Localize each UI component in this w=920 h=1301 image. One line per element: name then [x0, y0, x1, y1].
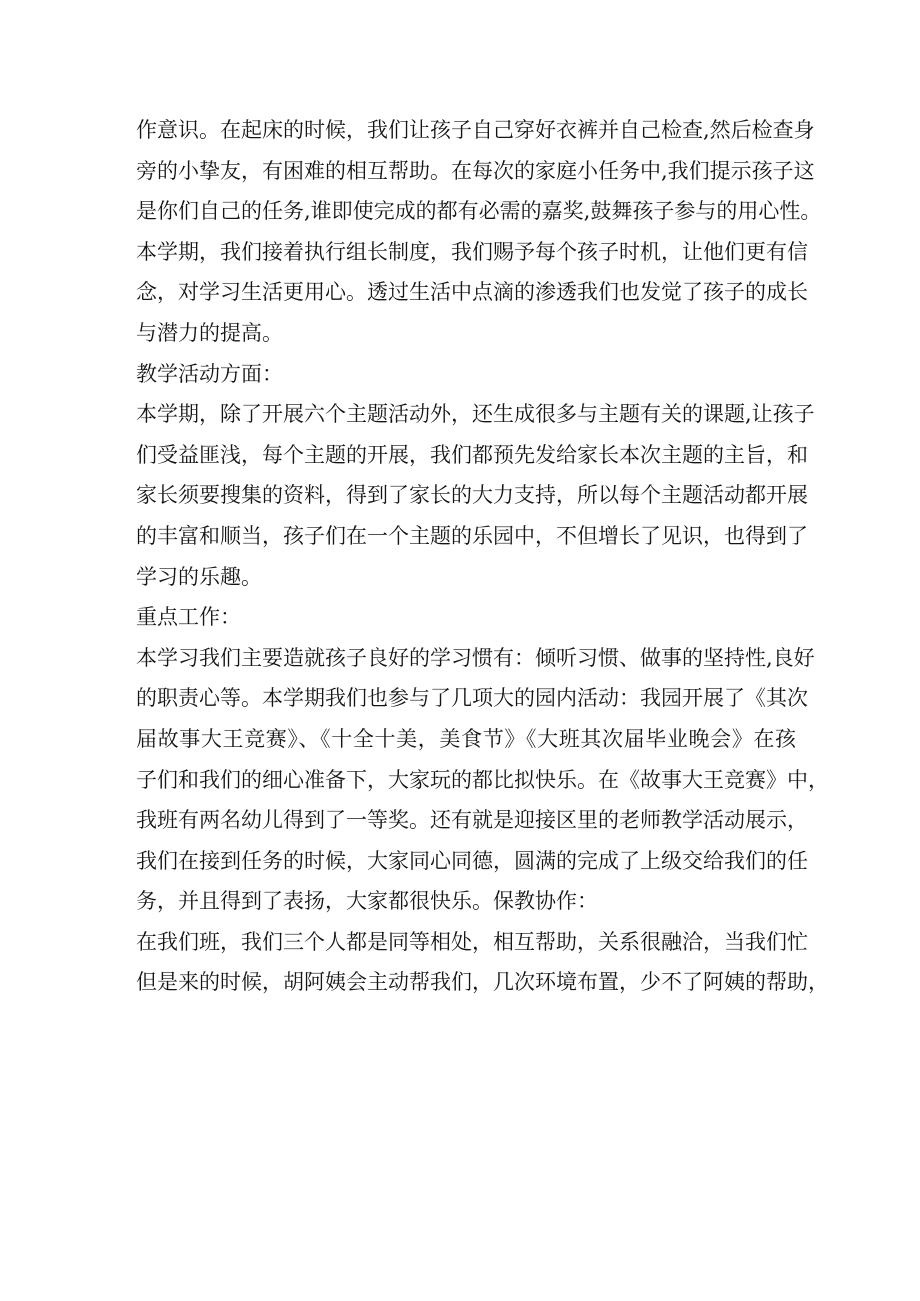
- text-line: 本学习我们主要造就孩子良好的学习惯有：倾听习惯、做事的坚持性,良好: [136, 645, 815, 670]
- text-line: 我们在接到任务的时候，大家同心同德，圆满的完成了上级交给我们的任: [136, 848, 808, 873]
- text-line: 与潜力的提高。: [136, 320, 283, 345]
- document-body: [136, 110, 829, 1003]
- paragraph-key-work-body: [136, 638, 829, 922]
- text-line: 届故事大王竞赛》、《十全十美，美食节》《大班其次届毕业晚会》在孩: [136, 726, 796, 751]
- text-line: 本学期，除了开展六个主题活动外，还生成很多与主题有关的课题,让孩子: [136, 402, 815, 427]
- text-line: 我班有两名幼儿得到了一等奖。还有就是迎接区里的老师教学活动展示，: [136, 808, 808, 833]
- text-line: 的职责心等。本学期我们也参与了几项大的园内活动：我园开展了《其次: [136, 686, 808, 711]
- text-line: 教学活动方面：: [136, 361, 283, 386]
- text-line: 子们和我们的细心准备下，大家玩的都比拟快乐。在《故事大王竞赛》中，: [136, 767, 829, 792]
- text-line: 务，并且得到了表扬，大家都很快乐。保教协作：: [136, 889, 598, 914]
- text-line: 的丰富和顺当，孩子们在一个主题的乐园中，不但增长了见识，也得到了: [136, 523, 808, 548]
- text-line: 重点工作：: [136, 605, 241, 630]
- text-line: 们受益匪浅，每个主题的开展，我们都预先发给家长本次主题的主旨，和: [136, 442, 808, 467]
- paragraph-teaching-body: [136, 394, 815, 597]
- text-line: 学习的乐趣。: [136, 564, 262, 589]
- text-line: 在我们班，我们三个人都是同等相处，相互帮助，关系很融洽，当我们忙: [136, 929, 808, 954]
- text-line: 但是来的时候，胡阿姨会主动帮我们，几次环境布置，少不了阿姨的帮助，: [136, 970, 829, 995]
- text-line: 旁的小挚友，有困难的相互帮助。在每次的家庭小任务中,我们提示孩子这: [136, 158, 815, 183]
- text-line: 家长须要搜集的资料，得到了家长的大力支持，所以每个主题活动都开展: [136, 483, 808, 508]
- text-line: 念，对学习生活更用心。透过生活中点滴的渗透我们也发觉了孩子的成长: [136, 280, 808, 305]
- text-line: 作意识。在起床的时候，我们让孩子自己穿好衣裤并自己检查,然后检查身: [136, 118, 815, 142]
- paragraph-cooperation-body: [136, 922, 829, 1003]
- text-line: 是你们自己的任务,谁即使完成的都有必需的嘉奖,鼓舞孩子参与的用心性。: [136, 199, 822, 224]
- text-line: 本学期，我们接着执行组长制度，我们赐予每个孩子时机，让他们更有信: [136, 239, 808, 264]
- paragraph-teaching-heading: [136, 354, 796, 395]
- paragraph-cooperation-awareness: [136, 110, 822, 354]
- paragraph-key-work-heading: [136, 597, 796, 638]
